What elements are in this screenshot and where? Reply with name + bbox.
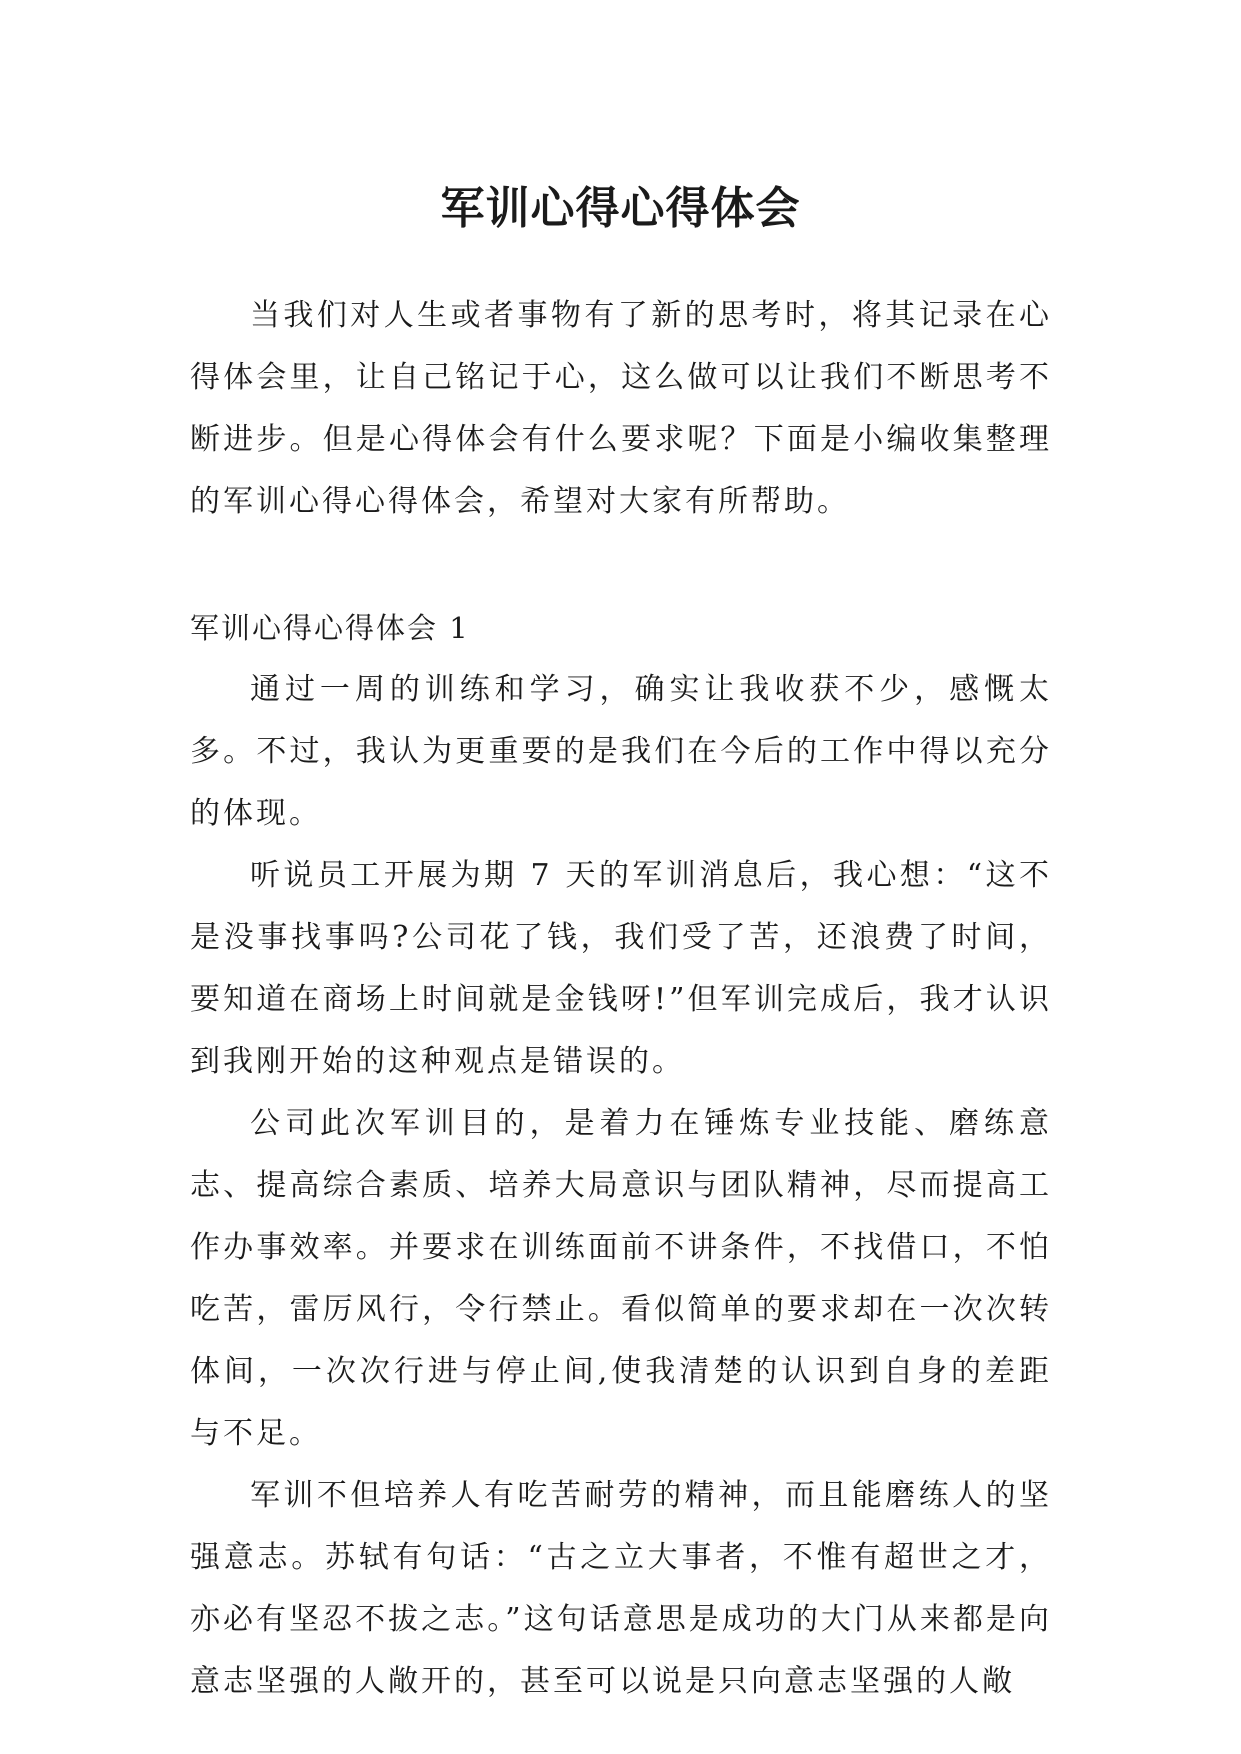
body-paragraph-3: 公司此次军训目的，是着力在锤炼专业技能、磨练意志、提高综合素质、培养大局意识与团队精神，尽而提高工作办事效率。并要求在训练面前不讲条件，不找借口，不怕吃苦，雷厉风行，令行禁止。看似简单的要求却在一次次转体间，一次次行进与停止间,使我清楚的认识到自身的差距与不足。 [190, 1106, 1052, 1451]
body-paragraph-2: 听说员工开展为期 7 天的军训消息后，我心想：“这不是没事找事吗?公司花了钱，我们受了苦，还浪费了时间，要知道在商场上时间就是金钱呀!”但军训完成后，我才认识到我刚开始的这种观点是错误的。 [190, 858, 1052, 1079]
document-body [190, 285, 1052, 1713]
intro-paragraph: 当我们对人生或者事物有了新的思考时，将其记录在心得体会里，让自己铭记于心，这么做可以让我们不断思考不断进步。但是心得体会有什么要求呢？下面是小编收集整理的军训心得心得体会，希望对大家有所帮助。 [190, 298, 1052, 519]
section-heading: 军训心得心得体会 1 [190, 611, 470, 645]
body-paragraph-1: 通过一周的训练和学习，确实让我收获不少，感慨太多。不过，我认为更重要的是我们在今后的工作中得以充分的体现。 [190, 672, 1052, 831]
document-title: 军训心得心得体会 [440, 183, 801, 235]
body-paragraph-4: 军训不但培养人有吃苦耐劳的精神，而且能磨练人的坚强意志。苏轼有句话：“古之立大事者，不惟有超世之才，亦必有坚忍不拔之志。”这句话意思是成功的大门从来都是向意志坚强的人敞开的，甚至可以说是只向意志坚强的人敞 [190, 1478, 1052, 1699]
